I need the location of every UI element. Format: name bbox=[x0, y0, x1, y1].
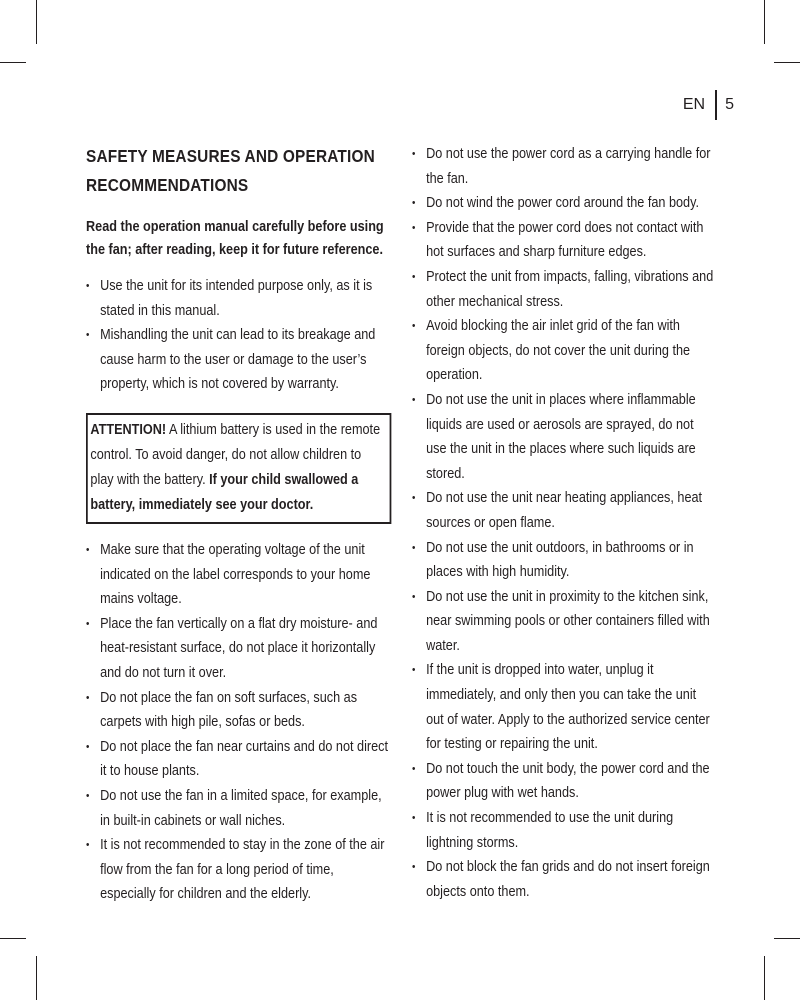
right-column bbox=[412, 142, 715, 904]
list-item: • Do not use the unit outdoors, in bathrooms or in places with high humidity. bbox=[412, 536, 715, 585]
bullet-list-top bbox=[86, 274, 391, 397]
crop-mark-top-right bbox=[764, 0, 765, 44]
list-item: • Avoid blocking the air inlet grid of the fan with foreign objects, do not cover the unit during the operation. bbox=[412, 314, 715, 388]
crop-mark-bottom-right bbox=[764, 956, 765, 1000]
crop-mark-bottom-left-h bbox=[0, 938, 26, 939]
section-title-line2: RECOMMENDATIONS bbox=[86, 175, 249, 195]
intro-text: Read the operation manual carefully before using the fan; after reading, keep it for future reference. bbox=[86, 219, 384, 258]
list-item: • Do not touch the unit body, the power cord and the power plug with wet hands. bbox=[412, 757, 715, 806]
section-title-line1: SAFETY MEASURES AND OPERATION bbox=[86, 146, 375, 166]
list-item: • Do not place the fan near curtains and do not direct it to house plants. bbox=[86, 735, 391, 784]
list-item: • Do not wind the power cord around the fan body. bbox=[412, 191, 715, 216]
list-item: • Do not use the unit near heating appliances, heat sources or open flame. bbox=[412, 486, 715, 535]
crop-mark-bottom-left bbox=[36, 956, 37, 1000]
list-item: • It is not recommended to stay in the zone of the air flow from the fan for a long period of time, especially for children and the elderly. bbox=[86, 833, 391, 907]
attention-box bbox=[86, 413, 391, 524]
list-item: • Do not use the unit in proximity to the kitchen sink, near swimming pools or other containers filled with water. bbox=[412, 585, 715, 659]
attention-label: ATTENTION! bbox=[90, 421, 167, 438]
language-code: EN bbox=[682, 96, 706, 113]
list-item: • Do not block the fan grids and do not insert foreign objects onto them. bbox=[412, 855, 715, 904]
crop-mark-top-right-h bbox=[774, 62, 800, 63]
list-item: • Make sure that the operating voltage of the unit indicated on the label corresponds to your home mains voltage. bbox=[86, 538, 391, 612]
bullet-list-right bbox=[412, 142, 715, 904]
page-number: 5 bbox=[725, 96, 734, 113]
crop-mark-top-left-h bbox=[0, 62, 26, 63]
list-item: • Protect the unit from impacts, falling, vibrations and other mechanical stress. bbox=[412, 265, 715, 314]
attention-emphasis: If your child swallowed a battery, immediately see your doctor. bbox=[90, 471, 359, 513]
list-item: • Provide that the power cord does not contact with hot surfaces and sharp furniture edges. bbox=[412, 216, 715, 265]
crop-mark-top-left bbox=[36, 0, 37, 44]
list-item: • Do not place the fan on soft surfaces, such as carpets with high pile, sofas or beds. bbox=[86, 686, 391, 735]
list-item: • Place the fan vertically on a flat dry moisture- and heat-resistant surface, do not place it horizontally and do not turn it over. bbox=[86, 612, 391, 686]
crop-mark-bottom-right-h bbox=[774, 938, 800, 939]
left-column bbox=[86, 142, 391, 907]
list-item: • Do not use the power cord as a carrying handle for the fan. bbox=[412, 142, 715, 191]
header-divider bbox=[715, 90, 717, 120]
attention-text: A lithium battery is used in the remote control. To avoid danger, do not allow children to play with the battery. bbox=[90, 421, 381, 488]
list-item: • It is not recommended to use the unit during lightning storms. bbox=[412, 806, 715, 855]
list-item: • If the unit is dropped into water, unplug it immediately, and only then you can take the unit out of water. Apply to the authorized service center for testing or repairing the unit. bbox=[412, 658, 715, 756]
list-item: • Do not use the fan in a limited space, for example, in built-in cabinets or wall niches. bbox=[86, 784, 391, 833]
section-title bbox=[86, 142, 391, 200]
bullet-list-bottom bbox=[86, 538, 391, 907]
list-item: • Mishandling the unit can lead to its breakage and cause harm to the user or damage to the user’s property, which is not covered by warranty. bbox=[86, 323, 391, 397]
list-item: • Do not use the unit in places where inflammable liquids are used or aerosols are sprayed, do not use the unit in the places where such liquids are stored. bbox=[412, 388, 715, 486]
page-header bbox=[683, 90, 734, 120]
list-item: • Use the unit for its intended purpose only, as it is stated in this manual. bbox=[86, 274, 391, 323]
